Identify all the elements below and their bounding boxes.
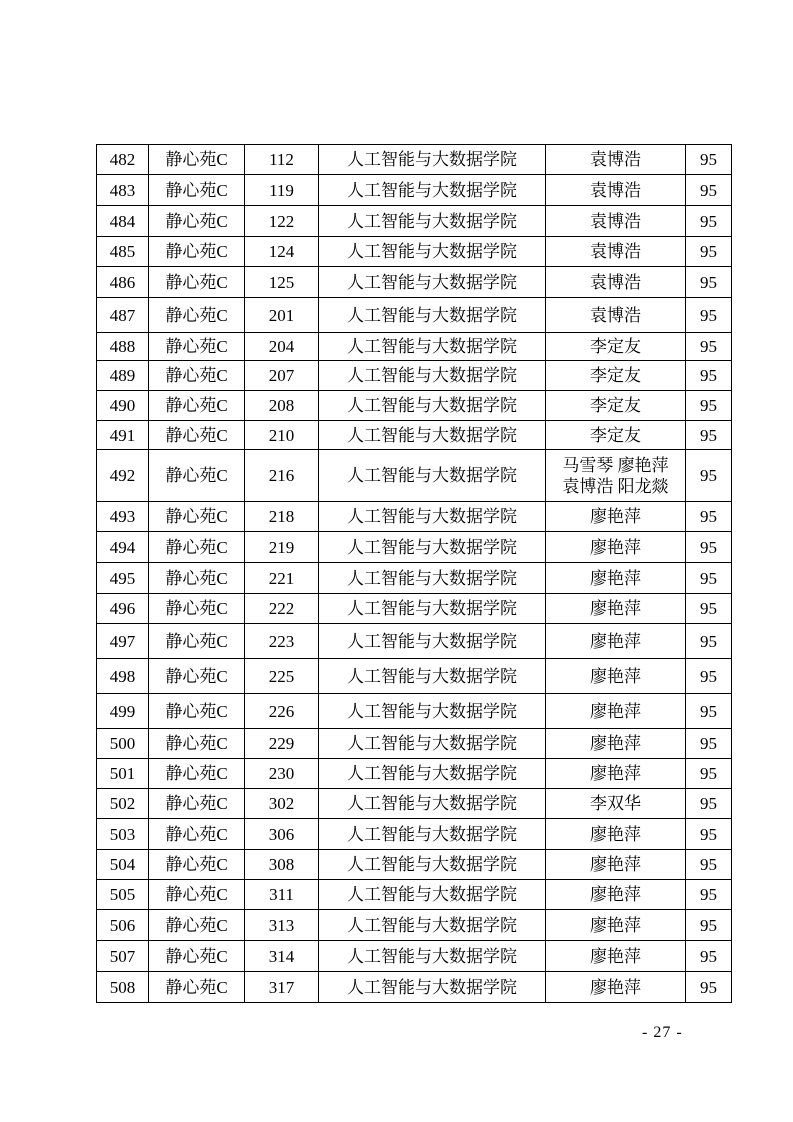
cell-college: 人工智能与大数据学院: [319, 694, 546, 729]
cell-score: 95: [686, 972, 732, 1003]
cell-person: 廖艳萍: [546, 502, 686, 532]
table-row: [97, 624, 732, 659]
cell-person: 廖艳萍: [546, 594, 686, 624]
table-row: [97, 267, 732, 298]
cell-room: 125: [245, 267, 319, 298]
cell-person: 廖艳萍: [546, 532, 686, 563]
cell-person: 袁博浩: [546, 237, 686, 267]
cell-room: 112: [245, 145, 319, 175]
cell-score: 95: [686, 267, 732, 298]
cell-building: 静心苑C: [149, 759, 245, 789]
cell-no: 502: [97, 789, 149, 819]
cell-no: 485: [97, 237, 149, 267]
cell-no: 503: [97, 819, 149, 850]
cell-building: 静心苑C: [149, 850, 245, 880]
cell-college: 人工智能与大数据学院: [319, 941, 546, 972]
cell-room: 229: [245, 729, 319, 759]
cell-no: 497: [97, 624, 149, 659]
cell-room: 308: [245, 850, 319, 880]
table-row: [97, 298, 732, 333]
table-body: [97, 145, 732, 1003]
cell-no: 499: [97, 694, 149, 729]
cell-building: 静心苑C: [149, 391, 245, 421]
cell-no: 484: [97, 206, 149, 237]
cell-building: 静心苑C: [149, 880, 245, 910]
cell-score: 95: [686, 563, 732, 594]
cell-building: 静心苑C: [149, 819, 245, 850]
table-row: [97, 361, 732, 391]
cell-no: 496: [97, 594, 149, 624]
cell-building: 静心苑C: [149, 421, 245, 450]
cell-college: 人工智能与大数据学院: [319, 563, 546, 594]
cell-building: 静心苑C: [149, 941, 245, 972]
table-row: [97, 237, 732, 267]
cell-person: 袁博浩: [546, 145, 686, 175]
cell-no: 507: [97, 941, 149, 972]
cell-no: 482: [97, 145, 149, 175]
cell-building: 静心苑C: [149, 267, 245, 298]
cell-score: 95: [686, 759, 732, 789]
cell-score: 95: [686, 624, 732, 659]
cell-no: 501: [97, 759, 149, 789]
cell-no: 504: [97, 850, 149, 880]
cell-college: 人工智能与大数据学院: [319, 910, 546, 941]
cell-person: 廖艳萍: [546, 941, 686, 972]
cell-room: 313: [245, 910, 319, 941]
table-row: [97, 532, 732, 563]
cell-college: 人工智能与大数据学院: [319, 237, 546, 267]
cell-person: 袁博浩: [546, 267, 686, 298]
cell-college: 人工智能与大数据学院: [319, 532, 546, 563]
cell-score: 95: [686, 206, 732, 237]
table-row: [97, 659, 732, 694]
cell-room: 201: [245, 298, 319, 333]
cell-no: 495: [97, 563, 149, 594]
table-row: [97, 450, 732, 502]
cell-college: 人工智能与大数据学院: [319, 819, 546, 850]
cell-room: 219: [245, 532, 319, 563]
table-row: [97, 910, 732, 941]
cell-room: 314: [245, 941, 319, 972]
cell-score: 95: [686, 594, 732, 624]
cell-score: 95: [686, 659, 732, 694]
cell-room: 207: [245, 361, 319, 391]
cell-building: 静心苑C: [149, 563, 245, 594]
cell-room: 311: [245, 880, 319, 910]
cell-room: 222: [245, 594, 319, 624]
table-row: [97, 759, 732, 789]
cell-no: 498: [97, 659, 149, 694]
cell-college: 人工智能与大数据学院: [319, 972, 546, 1003]
cell-college: 人工智能与大数据学院: [319, 659, 546, 694]
cell-building: 静心苑C: [149, 298, 245, 333]
table-row: [97, 972, 732, 1003]
cell-room: 216: [245, 450, 319, 502]
table-row: [97, 206, 732, 237]
cell-score: 95: [686, 361, 732, 391]
cell-room: 208: [245, 391, 319, 421]
cell-room: 210: [245, 421, 319, 450]
cell-building: 静心苑C: [149, 659, 245, 694]
cell-person: 李定友: [546, 421, 686, 450]
dormitory-score-table: [96, 144, 732, 1003]
cell-no: 486: [97, 267, 149, 298]
cell-building: 静心苑C: [149, 789, 245, 819]
cell-college: 人工智能与大数据学院: [319, 850, 546, 880]
cell-room: 225: [245, 659, 319, 694]
table-row: [97, 850, 732, 880]
cell-score: 95: [686, 333, 732, 361]
cell-college: 人工智能与大数据学院: [319, 206, 546, 237]
cell-person: 廖艳萍: [546, 563, 686, 594]
cell-person: 廖艳萍: [546, 880, 686, 910]
cell-college: 人工智能与大数据学院: [319, 361, 546, 391]
cell-college: 人工智能与大数据学院: [319, 391, 546, 421]
table-row: [97, 789, 732, 819]
cell-score: 95: [686, 450, 732, 502]
cell-score: 95: [686, 502, 732, 532]
cell-person: 袁博浩: [546, 298, 686, 333]
table-row: [97, 880, 732, 910]
cell-room: 218: [245, 502, 319, 532]
cell-college: 人工智能与大数据学院: [319, 421, 546, 450]
cell-building: 静心苑C: [149, 624, 245, 659]
cell-building: 静心苑C: [149, 502, 245, 532]
cell-score: 95: [686, 175, 732, 206]
cell-building: 静心苑C: [149, 145, 245, 175]
cell-college: 人工智能与大数据学院: [319, 145, 546, 175]
cell-building: 静心苑C: [149, 450, 245, 502]
cell-person: 廖艳萍: [546, 910, 686, 941]
cell-no: 483: [97, 175, 149, 206]
cell-college: 人工智能与大数据学院: [319, 624, 546, 659]
cell-score: 95: [686, 819, 732, 850]
cell-building: 静心苑C: [149, 333, 245, 361]
cell-college: 人工智能与大数据学院: [319, 267, 546, 298]
table-row: [97, 819, 732, 850]
cell-no: 505: [97, 880, 149, 910]
cell-building: 静心苑C: [149, 361, 245, 391]
table-row: [97, 391, 732, 421]
cell-person: 李定友: [546, 391, 686, 421]
cell-building: 静心苑C: [149, 594, 245, 624]
cell-no: 489: [97, 361, 149, 391]
cell-score: 95: [686, 391, 732, 421]
table-row: [97, 145, 732, 175]
table-row: [97, 941, 732, 972]
cell-score: 95: [686, 145, 732, 175]
cell-building: 静心苑C: [149, 206, 245, 237]
cell-no: 492: [97, 450, 149, 502]
cell-person: 李定友: [546, 361, 686, 391]
cell-score: 95: [686, 532, 732, 563]
cell-no: 487: [97, 298, 149, 333]
table-row: [97, 563, 732, 594]
cell-person: 廖艳萍: [546, 972, 686, 1003]
cell-score: 95: [686, 941, 732, 972]
cell-building: 静心苑C: [149, 237, 245, 267]
page-number: - 27 -: [642, 1024, 683, 1041]
cell-person: 廖艳萍: [546, 694, 686, 729]
cell-score: 95: [686, 729, 732, 759]
cell-person: 袁博浩: [546, 206, 686, 237]
cell-person-line-1: 马雪琴 廖艳萍: [562, 455, 669, 475]
cell-person: 廖艳萍: [546, 659, 686, 694]
cell-room: 230: [245, 759, 319, 789]
cell-building: 静心苑C: [149, 694, 245, 729]
cell-score: 95: [686, 298, 732, 333]
table-row: [97, 502, 732, 532]
cell-no: 488: [97, 333, 149, 361]
cell-room: 204: [245, 333, 319, 361]
table-row: [97, 694, 732, 729]
cell-building: 静心苑C: [149, 972, 245, 1003]
table-row: [97, 333, 732, 361]
cell-no: 491: [97, 421, 149, 450]
cell-room: 302: [245, 789, 319, 819]
cell-building: 静心苑C: [149, 532, 245, 563]
cell-score: 95: [686, 421, 732, 450]
cell-score: 95: [686, 850, 732, 880]
cell-room: 124: [245, 237, 319, 267]
cell-person-line-2: 袁博浩 阳龙燚: [562, 476, 669, 496]
cell-person: 袁博浩: [546, 175, 686, 206]
cell-no: 493: [97, 502, 149, 532]
cell-person: 廖艳萍: [546, 819, 686, 850]
cell-score: 95: [686, 880, 732, 910]
cell-no: 500: [97, 729, 149, 759]
cell-person: 廖艳萍: [546, 624, 686, 659]
cell-college: 人工智能与大数据学院: [319, 789, 546, 819]
cell-person: 李双华: [546, 789, 686, 819]
cell-no: 506: [97, 910, 149, 941]
cell-person: 廖艳萍: [546, 729, 686, 759]
cell-room: 306: [245, 819, 319, 850]
cell-score: 95: [686, 789, 732, 819]
cell-score: 95: [686, 910, 732, 941]
cell-score: 95: [686, 237, 732, 267]
cell-college: 人工智能与大数据学院: [319, 729, 546, 759]
cell-room: 122: [245, 206, 319, 237]
cell-room: 221: [245, 563, 319, 594]
cell-person: 廖艳萍: [546, 759, 686, 789]
cell-college: 人工智能与大数据学院: [319, 594, 546, 624]
cell-person: 李定友: [546, 333, 686, 361]
table-row: [97, 729, 732, 759]
table-row: [97, 175, 732, 206]
cell-building: 静心苑C: [149, 729, 245, 759]
cell-person: [546, 450, 686, 502]
cell-room: 226: [245, 694, 319, 729]
cell-building: 静心苑C: [149, 175, 245, 206]
table-row: [97, 421, 732, 450]
cell-college: 人工智能与大数据学院: [319, 759, 546, 789]
cell-room: 223: [245, 624, 319, 659]
cell-no: 490: [97, 391, 149, 421]
cell-room: 317: [245, 972, 319, 1003]
cell-no: 494: [97, 532, 149, 563]
cell-college: 人工智能与大数据学院: [319, 880, 546, 910]
cell-college: 人工智能与大数据学院: [319, 175, 546, 206]
cell-person: 廖艳萍: [546, 850, 686, 880]
table-row: [97, 594, 732, 624]
cell-building: 静心苑C: [149, 910, 245, 941]
cell-college: 人工智能与大数据学院: [319, 450, 546, 502]
cell-college: 人工智能与大数据学院: [319, 298, 546, 333]
cell-score: 95: [686, 694, 732, 729]
cell-room: 119: [245, 175, 319, 206]
cell-college: 人工智能与大数据学院: [319, 333, 546, 361]
cell-college: 人工智能与大数据学院: [319, 502, 546, 532]
cell-no: 508: [97, 972, 149, 1003]
